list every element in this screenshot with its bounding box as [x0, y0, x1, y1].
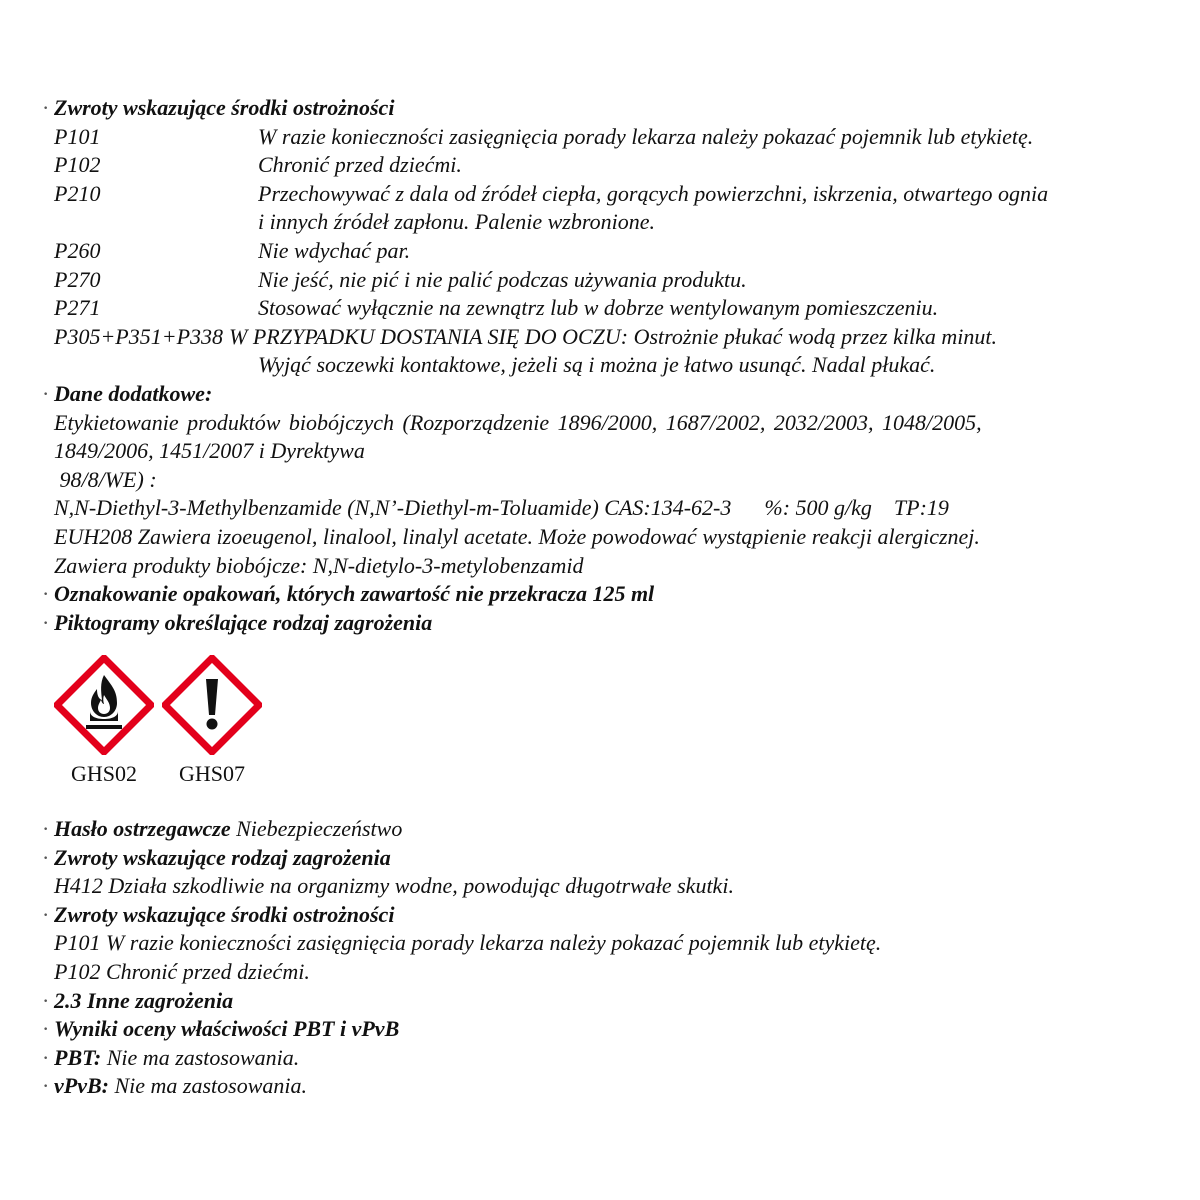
biocide-line: Zawiera produkty biobójcze: N,N-dietylo-3-metylobenzamid [54, 552, 584, 578]
p260-row: P260 Nie wdychać par. [54, 237, 411, 263]
pictograms-heading: · Piktogramy określające rodzaj zagrożenia [42, 609, 433, 635]
other-hazards-heading: · 2.3 Inne zagrożenia [42, 987, 234, 1013]
p102-row: P102 Chronić przed dziećmi. [54, 152, 462, 178]
p305-continuation: Wyjąć soczewki kontaktowe, jeżeli są i można je łatwo usunąć. Nadal płukać. [258, 352, 936, 378]
precautionary-section-top [42, 94, 1200, 637]
precautionary-heading-bottom: · Zwroty wskazujące środki ostrożności [42, 901, 395, 927]
h412-line: H412 Działa szkodliwie na organizmy wodne, powodując długotrwałe skutki. [54, 873, 734, 899]
label-elements-section [42, 815, 1200, 1101]
p210-row: P210 Przechowywać z dala od źródeł ciepła, gorących powierzchni, iskrzenia, otwartego ognia [54, 180, 1049, 206]
p271-row: P271 Stosować wyłącznie na zewnątrz lub w dobrze wentylowanym pomieszczeniu. [54, 295, 939, 321]
euh208-line: EUH208 Zawiera izoeugenol, linalool, linalyl acetate. Może powodować wystąpienie reakcji alergicznej. [54, 523, 980, 549]
pbt-line: · PBT: Nie ma zastosowania. [42, 1044, 300, 1070]
pbt-heading: · Wyniki oceny właściwości PBT i vPvB [42, 1016, 400, 1042]
p101-line: P101 W razie konieczności zasięgnięcia porady lekarza należy pokazać pojemnik lub etykietę. [54, 930, 882, 956]
pictogram-label: GHS02 [70, 761, 137, 786]
additional-data-heading: · Dane dodatkowe: [42, 380, 213, 406]
additional-line: 98/8/WE) : [54, 466, 157, 492]
p270-row: P270 Nie jeść, nie pić i nie palić podczas używania produktu. [54, 266, 747, 292]
hazard-heading: · Zwroty wskazujące rodzaj zagrożenia [42, 844, 391, 870]
vpvb-line: · vPvB: Nie ma zastosowania. [42, 1073, 307, 1099]
packaging-heading: · Oznakowanie opakowań, których zawartość nie przekracza 125 ml [42, 581, 655, 607]
p102-line: P102 Chronić przed dziećmi. [54, 958, 310, 984]
active-substance-line: N,N-Diethyl-3-Methylbenzamide (N,N’-Diethyl-m-Toluamide) CAS:134-62-3 %: 500 g/kg TP:19 [54, 495, 949, 521]
p305-row: P305+P351+P338 W PRZYPADKU DOSTANIA SIĘ DO OCZU: Ostrożnie płukać wodą przez kilka minut. [54, 323, 997, 349]
additional-line: 1849/2006, 1451/2007 i Dyrektywa [54, 438, 365, 464]
additional-line: Etykietowanie produktów biobójczych (Rozporządzenie 1896/2000, 1687/2002, 2032/2003, 1048/2005, [54, 409, 982, 435]
p210-continuation: i innych źródeł zapłonu. Palenie wzbronione. [258, 209, 655, 235]
exclamation-icon [162, 655, 262, 755]
section-heading: · Zwroty wskazujące środki ostrożności [42, 95, 395, 120]
flame-icon [54, 655, 154, 755]
pictogram-label: GHS07 [178, 761, 245, 786]
p101-row: P101 W razie konieczności zasięgnięcia porady lekarza należy pokazać pojemnik lub etykietę. [54, 123, 1034, 149]
signal-word-line: · Hasło ostrzegawcze Niebezpieczeństwo [42, 816, 403, 841]
